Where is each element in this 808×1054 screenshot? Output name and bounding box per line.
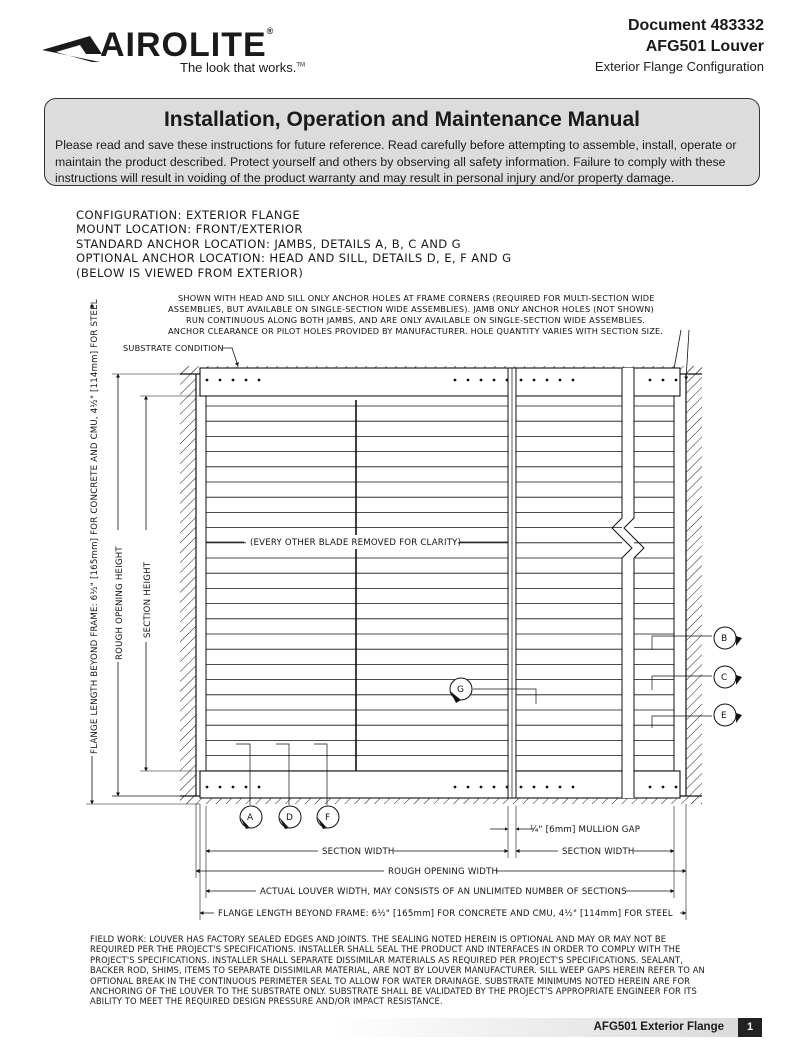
anchor-hole bbox=[258, 786, 261, 789]
anchor-hole bbox=[546, 786, 549, 789]
anchor-hole bbox=[546, 379, 549, 382]
svg-text:A: A bbox=[247, 813, 254, 823]
anchor-hole bbox=[520, 786, 523, 789]
flange-length-vertical-label: FLANGE LENGTH BEYOND FRAME: 6½" [165mm] FOR CONCRETE AND CMU, 4½" [114mm] FOR STEEL bbox=[90, 299, 100, 754]
anchor-hole bbox=[454, 786, 457, 789]
anchor-hole bbox=[232, 379, 235, 382]
anchor-hole bbox=[454, 379, 457, 382]
anchor-hole bbox=[533, 786, 536, 789]
config-line: MOUNT LOCATION: FRONT/EXTERIOR bbox=[76, 222, 303, 237]
anchor-hole bbox=[206, 379, 209, 382]
svg-text:D: D bbox=[286, 813, 293, 823]
config-line: STANDARD ANCHOR LOCATION: JAMBS, DETAILS A, B, C AND G bbox=[76, 236, 462, 251]
section-width-label: SECTION WIDTH bbox=[322, 847, 395, 857]
anchor-hole bbox=[245, 379, 248, 382]
anchor-hole bbox=[662, 786, 665, 789]
svg-text:B: B bbox=[721, 634, 728, 644]
svg-text:G: G bbox=[457, 685, 464, 695]
anchor-note-line: ASSEMBLIES, BUT AVAILABLE ON SINGLE-SECTION WIDE ASSEMBLIES). JAMB ONLY ANCHOR HOLES (NOT SHOWN) bbox=[168, 304, 654, 314]
anchor-hole bbox=[258, 379, 261, 382]
anchor-hole bbox=[206, 786, 209, 789]
document-subtitle: Exterior Flange Configuration bbox=[594, 59, 764, 74]
model-name: AFG501 Louver bbox=[645, 38, 764, 55]
anchor-hole bbox=[219, 379, 222, 382]
document-number: Document 483332 bbox=[627, 17, 764, 34]
anchor-hole bbox=[219, 786, 222, 789]
page-number: 1 bbox=[738, 1018, 762, 1037]
field-work-note: FIELD WORK: LOUVER HAS FACTORY SEALED EDGES AND JOINTS. THE SEALING NOTED HEREIN IS OPTIONAL AND MAY OR MAY NOT BE REQUIRED PER THE PROJECT'S SPECIFICATIONS. INSTALLER SHALL SEAL THE PRODUCT AND INTERFACES IN ORDER TO COMPLY WITH THE PROJECT'S SPECIFICATIONS. INSTALLER SHALL SEPARATE DISSIMILAR MATERIALS AS REQUIRED PER PROJECT'S SPECIFICATIONS. SEALANT, BACKER ROD, SHIMS, ITEMS TO SEPARATE DISSIMILAR MATERIAL, ARE NOT BY LOUVER MANUFACTURER. SILL WEEP GAPS HEREIN REFER TO AN OPTIONAL BREAK IN THE CONTINUOUS PERIMETER SEAL TO ALLOW FOR WATER DRAINAGE. SUBSTRATE MINIMUMS NOTED HEREIN ARE FOR ANCHORING OF THE LOUVER TO THE SUBSTRATE ONLY. SUBSTRATE SHALL BE VALIDATED BY THE PROJECT'S APPROPRIATE ENGINEER FOR ITS ABILITY TO MEET THE REQUIRED DESIGN PRESSURE AND/OR IMPACT RESISTANCE. bbox=[90, 934, 705, 1007]
config-line: (BELOW IS VIEWED FROM EXTERIOR) bbox=[76, 265, 304, 280]
anchor-hole bbox=[506, 786, 509, 789]
substrate-label: SUBSTRATE CONDITION bbox=[123, 343, 224, 353]
anchor-hole bbox=[480, 786, 483, 789]
config-line: OPTIONAL ANCHOR LOCATION: HEAD AND SILL, DETAILS D, E, F AND G bbox=[76, 251, 512, 266]
anchor-hole bbox=[467, 786, 470, 789]
anchor-hole bbox=[572, 379, 575, 382]
anchor-hole bbox=[232, 786, 235, 789]
flange-length-horizontal-label: FLANGE LENGTH BEYOND FRAME: 6½" [165mm] FOR CONCRETE AND CMU, 4½" [114mm] FOR STEEL bbox=[218, 909, 673, 919]
actual-louver-width-label: ACTUAL LOUVER WIDTH, MAY CONSISTS OF AN UNLIMITED NUMBER OF SECTIONS bbox=[260, 887, 627, 897]
config-line: CONFIGURATION: EXTERIOR FLANGE bbox=[76, 208, 301, 222]
anchor-hole bbox=[675, 379, 678, 382]
anchor-note-line: SHOWN WITH HEAD AND SILL ONLY ANCHOR HOLES AT FRAME CORNERS (REQUIRED FOR MULTI-SECTION WIDE bbox=[178, 293, 655, 303]
anchor-hole bbox=[572, 786, 575, 789]
anchor-hole bbox=[467, 379, 470, 382]
rough-opening-height-label: ROUGH OPENING HEIGHT bbox=[115, 546, 125, 660]
manual-title: Installation, Operation and Maintenance Manual bbox=[163, 108, 641, 131]
anchor-hole bbox=[506, 379, 509, 382]
anchor-hole bbox=[662, 379, 665, 382]
section-width-label: SECTION WIDTH bbox=[562, 847, 635, 857]
anchor-hole bbox=[649, 786, 652, 789]
anchor-hole bbox=[480, 379, 483, 382]
mullion-gap-label: ¼" [6mm] MULLION GAP bbox=[530, 825, 641, 835]
anchor-note-line: RUN CONTINUOUS ALONG BOTH JAMBS, AND ARE ONLY AVAILABLE ON SINGLE-SECTION WIDE ASSEMBLIES. bbox=[186, 315, 646, 325]
anchor-hole bbox=[559, 379, 562, 382]
anchor-note-line: ANCHOR CLEARANCE OR PILOT HOLES PROVIDED BY MANUFACTURER. HOLE QUANTITY VARIES WITH SECTION SIZE. bbox=[168, 326, 664, 336]
anchor-hole bbox=[493, 379, 496, 382]
anchor-hole bbox=[245, 786, 248, 789]
anchor-hole bbox=[675, 786, 678, 789]
anchor-hole bbox=[559, 786, 562, 789]
manual-warning-text: Please read and save these instructions for future reference. Read carefully before attempting to assemble, install, operate or maintain the product described. Protect yourself and others by observing all safety information. Failure to comply with these instructions will result in voiding of the product warranty and may result in personal injury and/or property damage. bbox=[55, 138, 737, 185]
tagline: The look that works.™ bbox=[180, 60, 305, 75]
anchor-hole bbox=[493, 786, 496, 789]
brand-name: AIROLITE® bbox=[100, 26, 275, 64]
svg-text:C: C bbox=[721, 673, 728, 683]
anchor-hole bbox=[533, 379, 536, 382]
footer-label: AFG501 Exterior Flange bbox=[593, 1021, 724, 1033]
blade-removed-note: (EVERY OTHER BLADE REMOVED FOR CLARITY) bbox=[250, 538, 462, 548]
anchor-hole bbox=[649, 379, 652, 382]
anchor-hole bbox=[520, 379, 523, 382]
rough-opening-width-label: ROUGH OPENING WIDTH bbox=[388, 867, 499, 877]
section-height-label: SECTION HEIGHT bbox=[143, 561, 153, 638]
svg-text:F: F bbox=[325, 813, 331, 823]
svg-text:E: E bbox=[721, 711, 727, 721]
